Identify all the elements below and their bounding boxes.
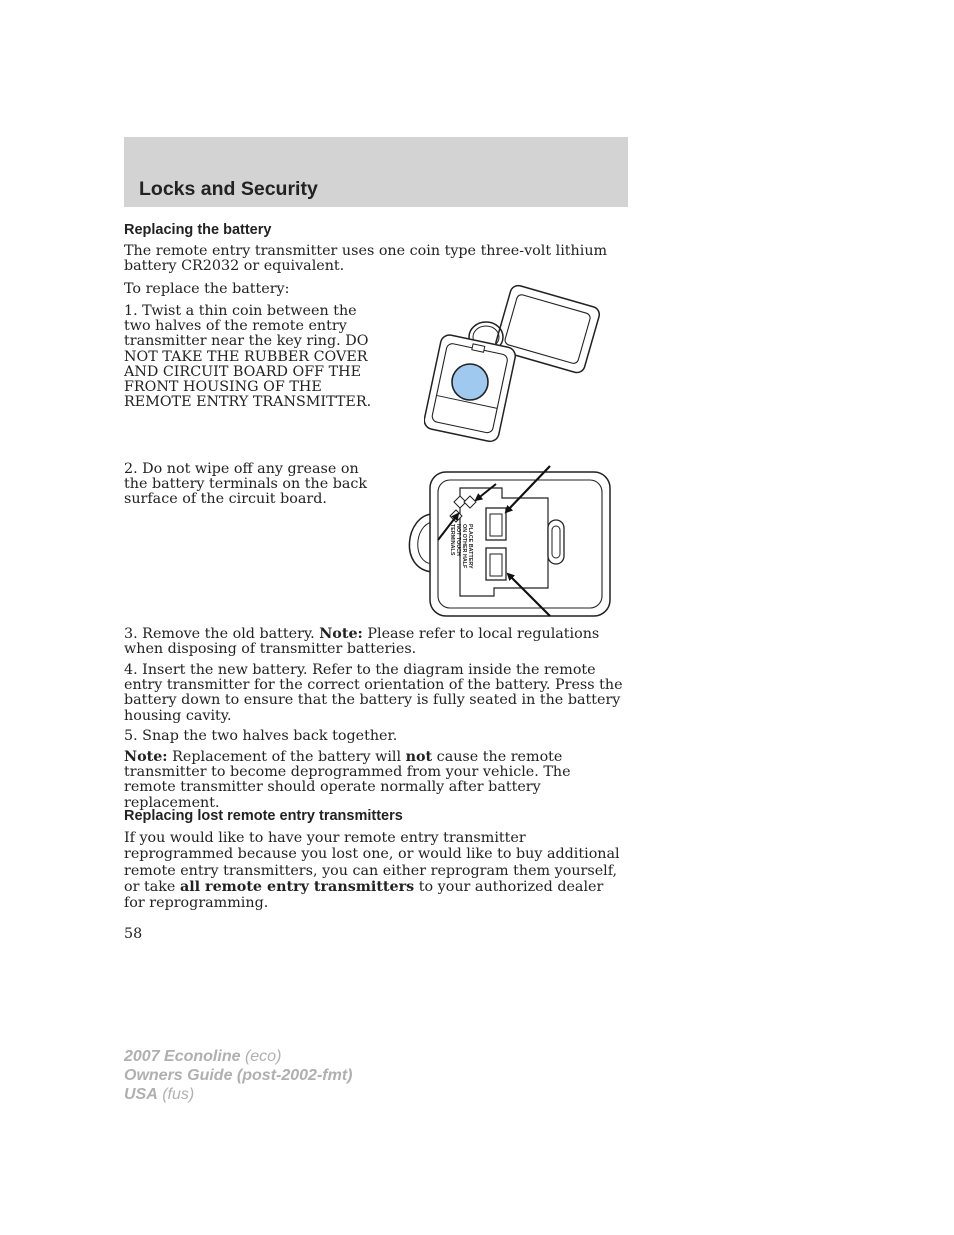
note-paragraph xyxy=(124,750,624,811)
lost-text-a: If you would like to have your remote entry transmitter reprogrammed because you lost one, or would like to buy additional remote entry transmitters, you can either reprogram them yourself, or take xyxy=(124,830,620,895)
diagram-label-line2: ON OTHER HALF xyxy=(461,524,467,569)
note-not: not xyxy=(405,749,433,765)
footer-market: USA xyxy=(124,1086,158,1103)
note-label: Note: xyxy=(124,749,168,765)
footer-line-3 xyxy=(124,1085,352,1104)
step-3 xyxy=(124,627,624,657)
note-text-b: cause the remote transmitter to become deprogrammed from your vehicle. The remote transmitter should operate normally after battery replacement. xyxy=(124,749,571,811)
section-header-bar xyxy=(124,137,628,207)
note-text-a: Replacement of the battery will xyxy=(167,749,406,765)
document-footer xyxy=(124,1047,352,1104)
step-3-text-a: 3. Remove the old battery. xyxy=(124,626,320,642)
step-4: 4. Insert the new battery. Refer to the diagram inside the remote entry transmitter for the correct orientation of the battery. Press the battery down to ensure that the battery is fully seated in the battery housing cavity. xyxy=(124,662,623,724)
footer-model: 2007 Econoline xyxy=(124,1048,241,1065)
transmitter-battery-illustration xyxy=(424,282,600,448)
step-1: 1. Twist a thin coin between the two halves of the remote entry transmitter near the key ring. DO NOT TAKE THE RUBBER COVER AND CIRCUIT BOARD OFF THE FRONT HOUSING OF THE REMOTE ENTRY TRANSMITTER. xyxy=(124,303,372,411)
step-3-text-b: Please refer to local regulations when disposing of transmitter batteries. xyxy=(124,626,600,658)
heading-replacing-battery: Replacing the battery xyxy=(124,222,272,238)
section-title: Locks and Security xyxy=(139,178,318,200)
battery-terminals-illustration xyxy=(402,464,614,620)
footer-model-code: (eco) xyxy=(240,1048,282,1065)
lost-transmitters-paragraph xyxy=(124,830,624,911)
step-3-note-label: Note: xyxy=(319,626,363,642)
footer-line-1 xyxy=(124,1047,352,1066)
page-number: 58 xyxy=(124,926,143,942)
step-5: 5. Snap the two halves back together. xyxy=(124,728,398,744)
footer-line-2: Owners Guide (post-2002-fmt) xyxy=(124,1067,353,1084)
lost-text-bold: all remote entry transmitters xyxy=(179,878,415,895)
heading-replacing-lost-transmitters: Replacing lost remote entry transmitters xyxy=(124,808,403,824)
step-2: 2. Do not wipe off any grease on the battery terminals on the back surface of the circuit board. xyxy=(124,461,368,508)
diagram-label-line3: NOT TOUCH xyxy=(455,524,461,556)
to-replace-text: To replace the battery: xyxy=(124,281,290,297)
diagram-label-line4: TERMINALS xyxy=(449,524,455,556)
intro-paragraph: The remote entry transmitter uses one coin type three-volt lithium battery CR2032 or equivalent. xyxy=(124,243,608,275)
diagram-label-line1: PLACE BATTERY xyxy=(467,524,473,569)
footer-market-code: (fus) xyxy=(157,1086,195,1103)
coin-battery-icon xyxy=(452,364,488,400)
lost-text-b: to your authorized dealer for reprogramming. xyxy=(124,878,604,912)
